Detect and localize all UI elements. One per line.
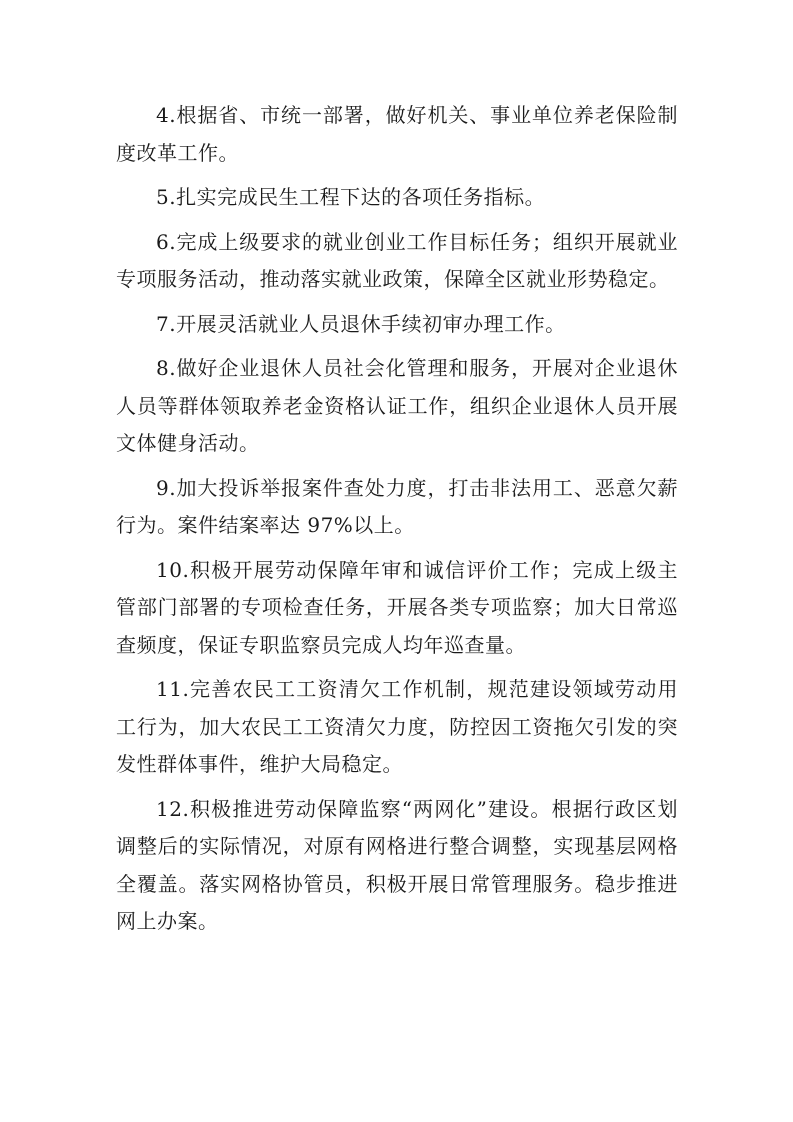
paragraph-item-10: 10.积极开展劳动保障年审和诚信评价工作；完成上级主管部门部署的专项检查任务，开展各类专项监察；加大日常巡查频度，保证专职监察员完成人均年巡查量。 <box>116 557 678 657</box>
paragraph-item-12: 12.积极推进劳动保障监察“两网化”建设。根据行政区划调整后的实际情况，对原有网格进行整合调整，实现基层网格全覆盖。落实网格协管员，积极开展日常管理服务。稳步推进网上办案。 <box>116 796 678 933</box>
paragraph-item-9: 9.加大投诉举报案件查处力度，打击非法用工、恶意欠薪行为。案件结案率达 97%以上。 <box>116 475 678 537</box>
paragraph-item-7: 7.开展灵活就业人员退休手续初审办理工作。 <box>156 311 566 336</box>
paragraph-item-11: 11.完善农民工工资清欠工作机制，规范建设领域劳动用工行为，加大农民工工资清欠力度，防控因工资拖欠引发的突发性群体事件，维护大局稳定。 <box>116 677 678 776</box>
paragraph-item-6: 6.完成上级要求的就业创业工作目标任务；组织开展就业专项服务活动，推动落实就业政策，保障全区就业形势稳定。 <box>116 229 678 291</box>
paragraph-item-5: 5.扎实完成民生工程下达的各项任务指标。 <box>156 185 546 209</box>
paragraph-item-8: 8.做好企业退休人员社会化管理和服务，开展对企业退休人员等群体领取养老金资格认证工作，组织企业退休人员开展文体健身活动。 <box>116 356 678 455</box>
paragraph-item-4: 4.根据省、市统一部署，做好机关、事业单位养老保险制度改革工作。 <box>116 103 678 165</box>
document-body <box>116 97 678 941</box>
